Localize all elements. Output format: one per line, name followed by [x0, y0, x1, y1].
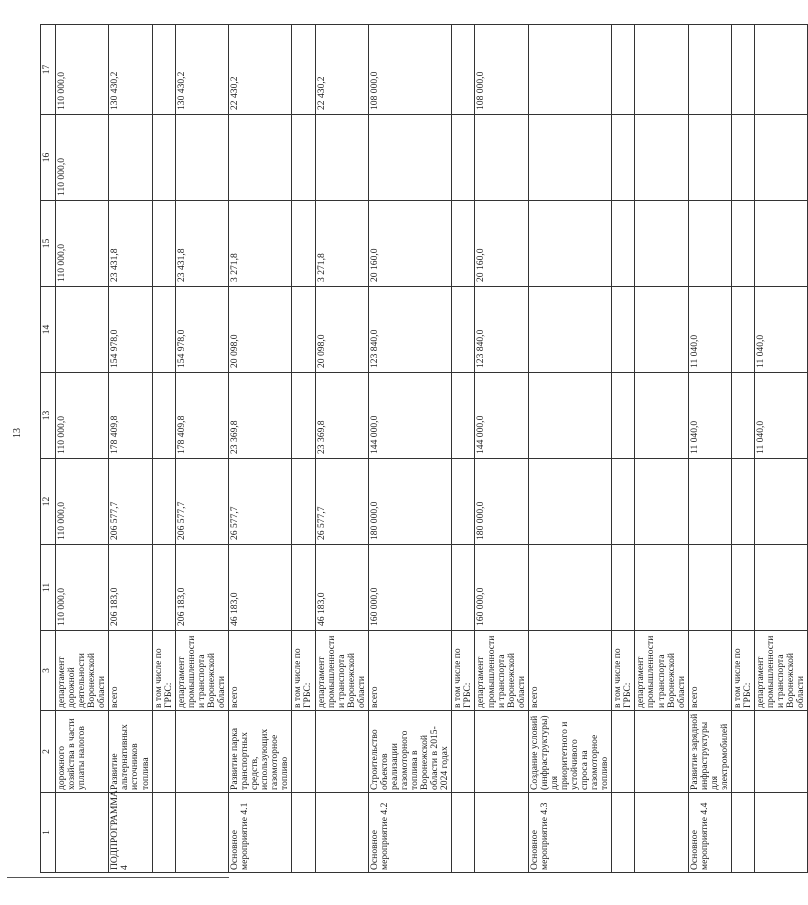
table-row	[731, 25, 754, 873]
table-value-cell	[528, 373, 612, 459]
table-cell-c1	[635, 793, 688, 873]
table-cell-c2	[152, 711, 175, 793]
table-row	[292, 25, 315, 873]
table-value-cell: 20 098,0	[229, 287, 292, 373]
table-value-cell	[152, 545, 175, 631]
table-value-cell: 22 430,2	[229, 25, 292, 115]
table-value-cell: 26 577,7	[229, 459, 292, 545]
table-value-cell	[152, 459, 175, 545]
table-value-cell: 23 431,8	[175, 201, 228, 287]
table-value-cell	[452, 287, 475, 373]
table-value-cell	[56, 287, 109, 373]
table-value-cell: 123 840,0	[368, 287, 452, 373]
table-value-cell: 206 577,7	[175, 459, 228, 545]
table-value-cell	[528, 287, 612, 373]
budget-table	[40, 24, 808, 873]
table-value-cell: 11 040,0	[755, 287, 808, 373]
table-row	[56, 25, 109, 873]
table-value-cell	[452, 115, 475, 201]
table-body	[56, 25, 808, 873]
table-value-cell: 178 409,8	[109, 373, 152, 459]
table-value-cell	[612, 373, 635, 459]
table-value-cell	[688, 115, 731, 201]
table-value-cell: 110 000,0	[56, 545, 109, 631]
table-value-cell: 110 000,0	[56, 373, 109, 459]
table-cell-c3: департамент промышленности и транспорта Воронежской области	[635, 631, 688, 711]
table-row	[635, 25, 688, 873]
table-value-cell: 11 040,0	[688, 373, 731, 459]
table-row	[528, 25, 612, 873]
table-value-cell	[612, 25, 635, 115]
table-value-cell	[612, 287, 635, 373]
rotated-document-table-wrapper	[40, 25, 807, 873]
table-value-cell: 154 978,0	[175, 287, 228, 373]
table-cell-c2: Развитие парка транспортных средств, использующих газомоторное топливо	[229, 711, 292, 793]
table-row	[612, 25, 635, 873]
table-cell-c3: в том числе по ГРБС:	[152, 631, 175, 711]
table-value-cell: 20 160,0	[368, 201, 452, 287]
table-cell-c1	[612, 793, 635, 873]
table-value-cell	[755, 545, 808, 631]
table-value-cell	[175, 115, 228, 201]
table-cell-c2	[731, 711, 754, 793]
table-value-cell	[528, 25, 612, 115]
table-value-cell	[635, 115, 688, 201]
table-value-cell	[152, 373, 175, 459]
table-value-cell	[452, 373, 475, 459]
table-cell-c2	[292, 711, 315, 793]
table-value-cell	[292, 201, 315, 287]
table-cell-c1: ПОДПРОГРАММА 4	[109, 793, 152, 873]
table-value-cell	[688, 545, 731, 631]
table-cell-c1	[56, 793, 109, 873]
table-value-cell	[292, 459, 315, 545]
table-value-cell	[452, 545, 475, 631]
table-cell-c2	[175, 711, 228, 793]
table-row	[229, 25, 292, 873]
table-cell-c1	[755, 793, 808, 873]
table-cell-c1	[475, 793, 528, 873]
table-value-cell	[528, 201, 612, 287]
table-value-cell: 110 000,0	[56, 115, 109, 201]
table-cell-c2	[755, 711, 808, 793]
table-value-cell: 180 000,0	[368, 459, 452, 545]
table-value-cell	[152, 115, 175, 201]
table-cell-c3: в том числе по ГРБС:	[452, 631, 475, 711]
table-value-cell	[755, 201, 808, 287]
table-row	[109, 25, 152, 873]
table-cell-c2	[612, 711, 635, 793]
table-value-cell	[688, 201, 731, 287]
table-cell-c3: всего	[688, 631, 731, 711]
table-value-cell: 144 000,0	[475, 373, 528, 459]
table-value-cell: 3 271,8	[229, 201, 292, 287]
table-cell-c1	[152, 793, 175, 873]
table-value-cell	[528, 545, 612, 631]
table-value-cell: 160 000,0	[368, 545, 452, 631]
table-cell-c3: всего	[528, 631, 612, 711]
table-value-cell	[635, 201, 688, 287]
table-cell-c2	[635, 711, 688, 793]
table-value-cell: 154 978,0	[109, 287, 152, 373]
table-value-cell: 130 430,2	[109, 25, 152, 115]
table-value-cell	[731, 201, 754, 287]
table-value-cell: 110 000,0	[56, 25, 109, 115]
table-value-cell	[635, 459, 688, 545]
table-cell-c2	[315, 711, 368, 793]
table-cell-c3: в том числе по ГРБС:	[612, 631, 635, 711]
table-value-cell: 206 577,7	[109, 459, 152, 545]
table-cell-c2: Строительство объектов реализации газомоторного топлива в Воронежской области в 2015-2024 годах	[368, 711, 452, 793]
table-value-cell	[612, 201, 635, 287]
table-value-cell: 23 369,8	[315, 373, 368, 459]
table-cell-c3: департамент промышленности и транспорта Воронежской области	[175, 631, 228, 711]
table-value-cell	[612, 115, 635, 201]
table-cell-c1	[315, 793, 368, 873]
table-cell-c1	[292, 793, 315, 873]
table-value-cell: 180 000,0	[475, 459, 528, 545]
table-value-cell: 206 183,0	[175, 545, 228, 631]
table-value-cell	[109, 115, 152, 201]
column-header: 3	[41, 631, 56, 711]
table-value-cell	[635, 373, 688, 459]
table-cell-c2: Развитие альтернативных источников топлива	[109, 711, 152, 793]
column-header: 16	[41, 115, 56, 201]
table-cell-c2: Развитие зарядной инфраструктуры для электромобилей	[688, 711, 731, 793]
table-value-cell	[152, 201, 175, 287]
table-value-cell	[292, 373, 315, 459]
table-value-cell	[528, 459, 612, 545]
table-cell-c2	[475, 711, 528, 793]
table-cell-c1: Основное мероприятие 4.4	[688, 793, 731, 873]
table-value-cell: 3 271,8	[315, 201, 368, 287]
table-value-cell	[315, 115, 368, 201]
table-value-cell	[452, 25, 475, 115]
table-cell-c3: департамент промышленности и транспорта Воронежской области	[315, 631, 368, 711]
table-row	[175, 25, 228, 873]
table-value-cell: 178 409,8	[175, 373, 228, 459]
table-row	[755, 25, 808, 873]
table-row	[315, 25, 368, 873]
table-row	[475, 25, 528, 873]
table-value-cell: 108 000,0	[475, 25, 528, 115]
table-value-cell	[688, 459, 731, 545]
column-header: 17	[41, 25, 56, 115]
footnote-separator-line	[7, 877, 229, 878]
table-value-cell: 160 000,0	[475, 545, 528, 631]
table-cell-c3: департамент промышленности и транспорта Воронежской области	[755, 631, 808, 711]
table-value-cell	[688, 25, 731, 115]
column-header: 15	[41, 201, 56, 287]
table-value-cell	[612, 459, 635, 545]
table-value-cell	[152, 25, 175, 115]
table-value-cell: 23 431,8	[109, 201, 152, 287]
table-cell-c3: департамент дорожной деятельности Воронежской области	[56, 631, 109, 711]
table-value-cell: 123 840,0	[475, 287, 528, 373]
table-value-cell: 23 369,8	[229, 373, 292, 459]
table-value-cell: 20 160,0	[475, 201, 528, 287]
table-value-cell	[452, 459, 475, 545]
table-value-cell: 110 000,0	[56, 201, 109, 287]
table-value-cell	[731, 545, 754, 631]
table-cell-c1	[731, 793, 754, 873]
page-number: 13	[12, 428, 23, 438]
table-value-cell	[731, 373, 754, 459]
table-cell-c1: Основное мероприятие 4.2	[368, 793, 452, 873]
table-value-cell	[292, 115, 315, 201]
table-value-cell: 130 430,2	[175, 25, 228, 115]
table-value-cell	[731, 459, 754, 545]
header-row	[41, 25, 56, 873]
table-value-cell	[731, 287, 754, 373]
table-row	[688, 25, 731, 873]
table-value-cell: 11 040,0	[688, 287, 731, 373]
table-cell-c1: Основное мероприятие 4.1	[229, 793, 292, 873]
table-cell-c3: в том числе по ГРБС:	[292, 631, 315, 711]
table-value-cell	[755, 115, 808, 201]
table-value-cell	[152, 287, 175, 373]
table-row	[152, 25, 175, 873]
table-value-cell	[635, 287, 688, 373]
table-value-cell: 110 000,0	[56, 459, 109, 545]
table-row	[452, 25, 475, 873]
table-cell-c2: дорожного хозяйства в части уплаты налогов	[56, 711, 109, 793]
table-value-cell: 46 183,0	[229, 545, 292, 631]
table-cell-c1: Основное мероприятие 4.3	[528, 793, 612, 873]
table-value-cell: 26 577,7	[315, 459, 368, 545]
table-cell-c3: в том числе по ГРБС:	[731, 631, 754, 711]
table-cell-c3: всего	[368, 631, 452, 711]
table-value-cell	[755, 25, 808, 115]
table-value-cell	[292, 25, 315, 115]
table-value-cell	[755, 459, 808, 545]
column-header: 11	[41, 545, 56, 631]
table-value-cell	[731, 25, 754, 115]
table-cell-c3: всего	[109, 631, 152, 711]
column-header: 13	[41, 373, 56, 459]
table-value-cell	[368, 115, 452, 201]
table-value-cell	[635, 545, 688, 631]
table-value-cell	[612, 545, 635, 631]
table-cell-c1	[175, 793, 228, 873]
table-value-cell: 46 183,0	[315, 545, 368, 631]
table-cell-c3: департамент промышленности и транспорта Воронежской области	[475, 631, 528, 711]
column-header: 12	[41, 459, 56, 545]
table-value-cell: 108 000,0	[368, 25, 452, 115]
table-value-cell	[731, 115, 754, 201]
table-row	[368, 25, 452, 873]
table-value-cell: 20 098,0	[315, 287, 368, 373]
table-value-cell	[292, 545, 315, 631]
table-value-cell	[475, 115, 528, 201]
table-value-cell	[452, 201, 475, 287]
table-cell-c1	[452, 793, 475, 873]
column-header: 1	[41, 793, 56, 873]
table-value-cell	[229, 115, 292, 201]
table-value-cell: 206 183,0	[109, 545, 152, 631]
table-value-cell: 11 040,0	[755, 373, 808, 459]
column-header: 14	[41, 287, 56, 373]
table-cell-c2: Создание условий (инфраструктуры) для приоритетного и устойчивого спроса на газомоторное топливо	[528, 711, 612, 793]
table-cell-c3: всего	[229, 631, 292, 711]
column-header: 2	[41, 711, 56, 793]
table-value-cell	[292, 287, 315, 373]
table-value-cell	[635, 25, 688, 115]
table-value-cell: 144 000,0	[368, 373, 452, 459]
table-cell-c2	[452, 711, 475, 793]
table-value-cell	[528, 115, 612, 201]
table-value-cell: 22 430,2	[315, 25, 368, 115]
